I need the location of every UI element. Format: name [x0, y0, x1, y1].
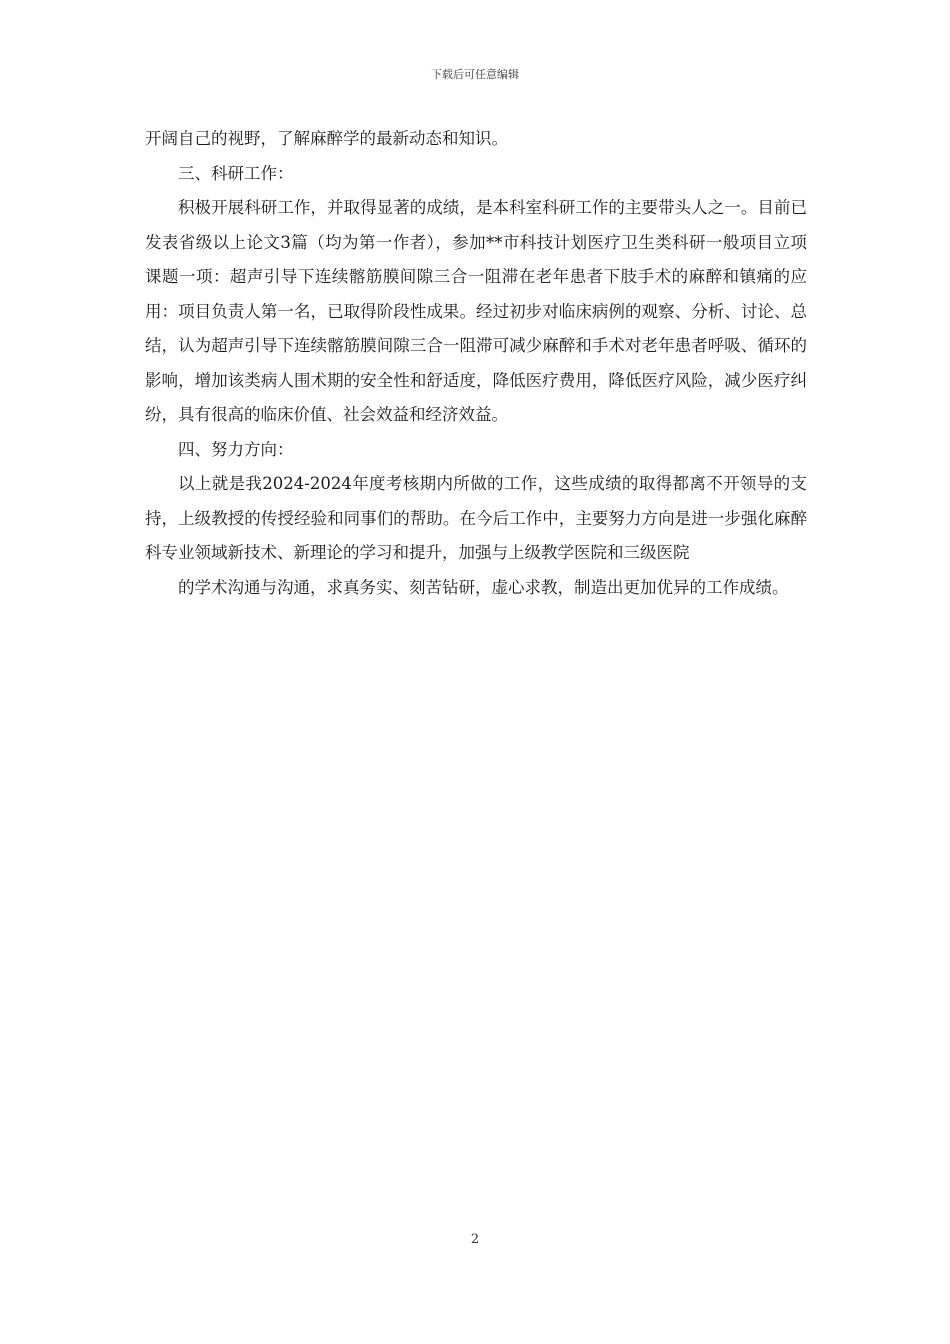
section-heading-direction: 四、努力方向： [178, 439, 294, 459]
paragraph-direction-continued: 的学术沟通与沟通，求真务实、刻苦钻研，虚心求教，制造出更加优异的工作成绩。 [178, 577, 789, 597]
paragraph-research: 积极开展科研工作，并取得显著的成绩，是本科室科研工作的主要带头人之一。目前已发表省级以上论文3篇（均为第一作者），参加**市科技计划医疗卫生类科研一般项目立项课题一项：超声引导下连续髂筋膜间隙三合一阻滞在老年患者下肢手术的麻醉和镇痛的应用：项目负责人第一名，已取得阶段性成果。经过初步对临床病例的观察、分析、讨论、总结，认为超声引导下连续髂筋膜间隙三合一阻滞可减少麻醉和手术对老年患者呼吸、循环的影响，增加该类病人围术期的安全性和舒适度，降低医疗费用，降低医疗风险，减少医疗纠纷，具有很高的临床价值、社会效益和经济效益。 [145, 198, 807, 424]
document-body [145, 122, 807, 605]
paragraph-vision: 开阔自己的视野，了解麻醉学的最新动态和知识。 [145, 129, 508, 148]
page-header: 下载后可任意编辑 [431, 68, 519, 81]
section-heading-research: 三、科研工作： [178, 163, 294, 183]
paragraph-direction: 以上就是我2024-2024年度考核期内所做的工作，这些成绩的取得都离不开领导的支持，上级教授的传授经验和同事们的帮助。在今后工作中，主要努力方向是进一步强化麻醉科专业领域新技术、新理论的学习和提升，加强与上级教学医院和三级医院 [145, 474, 807, 562]
page-number: 2 [470, 1232, 480, 1247]
